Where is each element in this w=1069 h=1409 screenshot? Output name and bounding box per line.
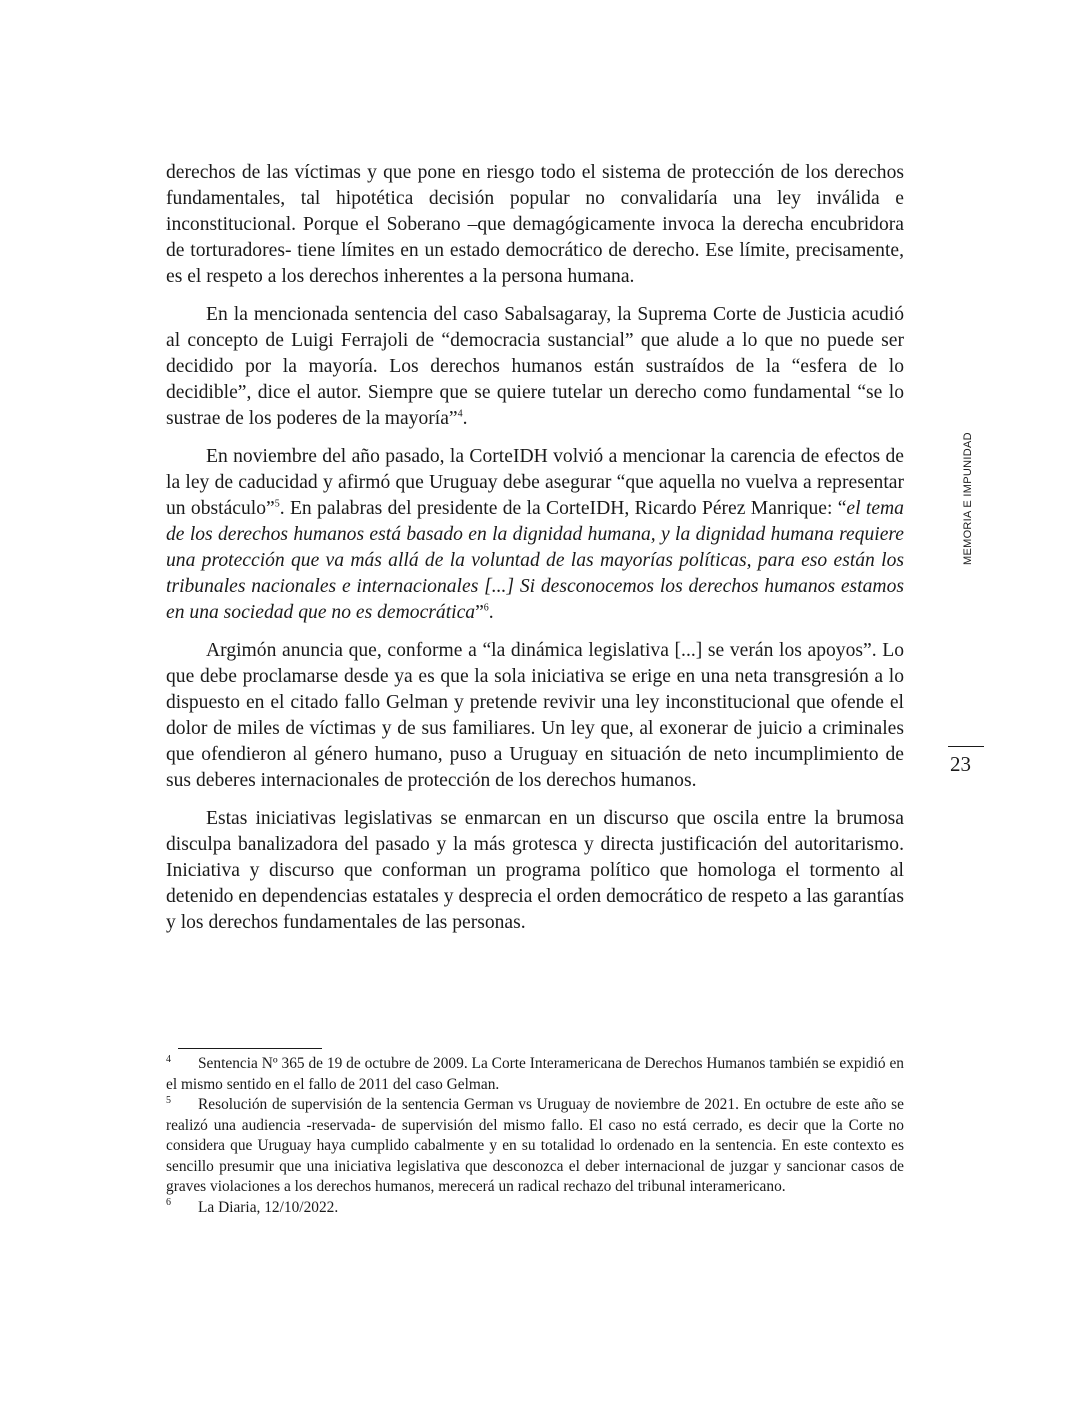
footnote-ref[interactable]: 6: [483, 602, 489, 614]
footnote-text: Resolución de supervisión de la sentencia German vs Uruguay de noviembre de 2021. En octubre de este año se realizó una audiencia -reservada- de supervisión del mismo fallo. El caso no está cerrado, es decir que la Corte no considera que Uruguay haya cumplido cabalmente y en su totalidad lo ordenado en la sentencia. En este contexto es sencillo presumir que una iniciativa legislativa que desconozca el deber internacional de juzgar y sancionar casos de graves violaciones a los derechos humanos, merecerá un radical rechazo del tribunal interamericano.: [166, 1096, 904, 1195]
footnote: 5 Resolución de supervisión de la sentencia German vs Uruguay de noviembre de 2021. En octubre de este año se realizó una audiencia -reservada- de supervisión del mismo fallo. El caso no está cerrado, es decir que la Corte no considera que Uruguay haya cumplido cabalmente y en su totalidad lo ordenado en la sentencia. En este contexto es sencillo presumir que una iniciativa legislativa que desconozca el deber internacional de juzgar y sancionar casos de graves violaciones a los derechos humanos, merecerá un radical rechazo del tribunal interamericano.: [166, 1094, 904, 1195]
footnote-ref[interactable]: 4: [457, 408, 463, 420]
quote-close: ”: [475, 602, 484, 623]
paragraph: [166, 444, 904, 626]
paragraph: Estas iniciativas legislativas se enmarcan en un discurso que oscila entre la brumosa disculpa banalizadora del pasado y la más grotesca y directa justificación del autoritarismo. Iniciativa y discurso que conforman un programa político que homologa el tormento al detenido en dependencias estatales y desprecia el orden democrático de respeto a las garantías y los derechos fundamentales de las personas.: [166, 808, 904, 933]
quote: el tema de los derechos humanos está basado en la dignidad humana, y la dignidad humana requiere una protección que va más allá de la voluntad de las mayorías políticas, para eso están los tribunales nacionales e internacionales [...] Si desconocemos los derechos humanos estamos en una sociedad que no es democrática: [166, 498, 904, 623]
paragraph-end: .: [462, 408, 468, 429]
footnote-separator: [178, 1048, 322, 1049]
running-title: MEMORIA E IMPUNIDAD: [962, 432, 974, 565]
footnote: 4 Sentencia Nº 365 de 19 de octubre de 2009. La Corte Interamericana de Derechos Humanos también se expidió en el mismo sentido en el fallo de 2011 del caso Gelman.: [166, 1053, 904, 1093]
page-number: 23: [950, 752, 971, 776]
footnote: 6 La Diaria, 12/10/2022.: [166, 1197, 339, 1216]
paragraph-end: .: [488, 602, 494, 623]
footnotes: [166, 1054, 904, 1218]
footnote-text: Sentencia Nº 365 de 19 de octubre de 2009. La Corte Interamericana de Derechos Humanos también se expidió en el mismo sentido en el fallo de 2011 del caso Gelman.: [166, 1055, 904, 1093]
paragraph: Argimón anuncia que, conforme a “la dinámica legislativa [...] se verán los apoyos”. Lo que debe proclamarse desde ya es que la sola iniciativa se erige en una neta transgresión a lo dispuesto en el citado fallo Gelman y pretende revivir una ley inconstitucional que ofende el dolor de miles de víctimas y de sus familiares. Un ley que, al exonerar de juicio a criminales que ofendieron al género humano, puso a Uruguay en situación de neto incumplimiento de sus deberes internacionales de protección de los derechos humanos.: [166, 640, 904, 791]
paragraph: derechos de las víctimas y que pone en riesgo todo el sistema de protección de los derechos fundamentales, tal hipotética decisión popular no convalidaría una ley inválida e inconstitucional. Porque el Soberano –que demagógicamente invoca la derecha encubridora de torturadores- tiene límites en un estado democrático de derecho. Ese límite, precisamente, es el respeto a los derechos inherentes a la persona humana.: [166, 162, 904, 287]
paragraph-text: . En palabras del presidente de la CorteIDH, Ricardo Pérez Manrique: “: [279, 498, 847, 519]
paragraph-text: En noviembre del año pasado, la CorteIDH volvió a mencionar la carencia de efectos de la ley de caducidad y afirmó que Uruguay debe asegurar “que aquella no vuelva a representar un obstáculo”: [166, 446, 904, 519]
paragraph: [166, 302, 904, 432]
page-number-rule: [948, 746, 984, 747]
paragraph-text: En la mencionada sentencia del caso Sabalsagaray, la Suprema Corte de Justicia acudió al concepto de Luigi Ferrajoli de “democracia sustancial” que alude a lo que no puede ser decidido por la mayoría. Los derechos humanos están sustraídos de la “esfera de lo decidible”, dice el autor. Siempre que se quiere tutelar un derecho como fundamental “se lo sustrae de los poderes de la mayoría”: [166, 304, 904, 429]
footnote-ref[interactable]: 5: [274, 498, 280, 510]
main-text: [166, 160, 904, 948]
footnote-text: La Diaria, 12/10/2022.: [198, 1198, 339, 1216]
